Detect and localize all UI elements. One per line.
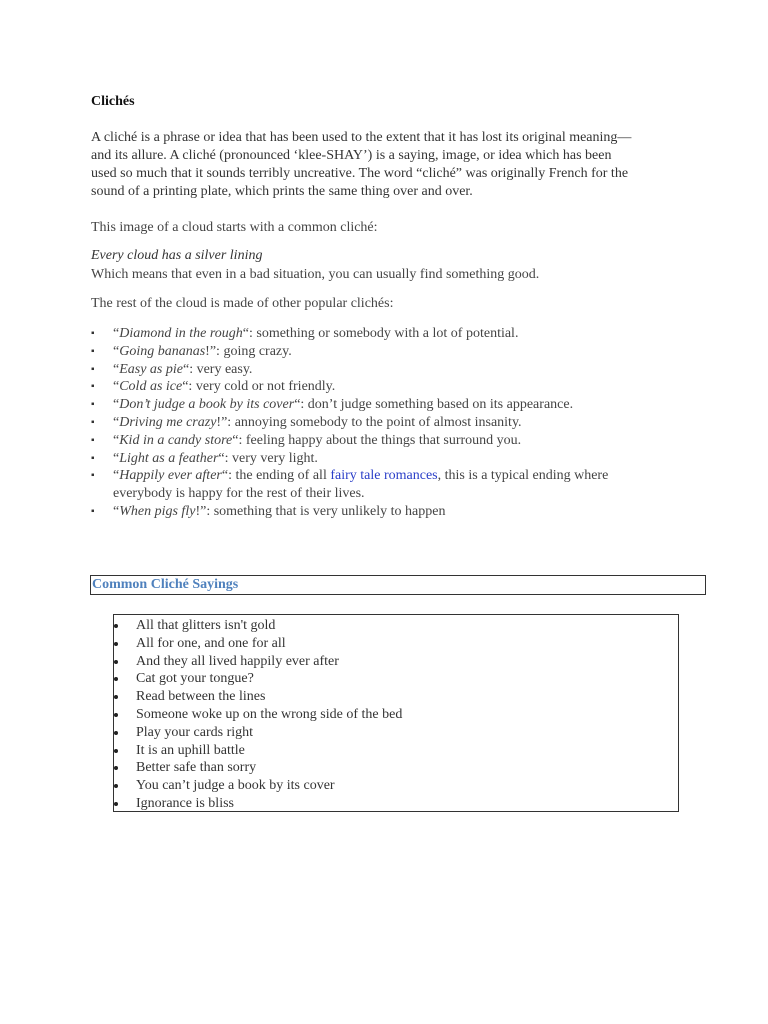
list-item	[91, 467, 671, 503]
section-title: Common Cliché Sayings	[92, 577, 239, 592]
intro-line: and its allure. A cliché (pronounced ‘klee-SHAY’) is a saying, image, or idea which has been	[91, 148, 612, 163]
square-bullet-icon: ▪	[91, 345, 95, 357]
main-meaning: Which means that even in a bad situation, you can usually find something good.	[91, 267, 540, 282]
saying-text: It is an uphill battle	[136, 742, 245, 758]
cliche-meaning: very very light.	[232, 450, 318, 466]
saying-text: Play your cards right	[136, 724, 254, 740]
list-item	[114, 635, 402, 653]
square-bullet-icon: ▪	[91, 328, 95, 339]
main-saying: Every cloud has a silver lining	[91, 248, 263, 263]
list-item	[91, 450, 671, 468]
close-quote: “:	[182, 379, 196, 395]
cliche-meaning: very easy.	[196, 361, 253, 377]
cliche-phrase: Easy as pie	[119, 361, 183, 377]
cliche-meaning: everybody is happy for the rest of their lives.	[113, 486, 365, 502]
cliche-meaning: the ending of all	[235, 468, 331, 484]
intro-line: sound of a printing plate, which prints the same thing over and over.	[91, 184, 473, 199]
saying-text: Cat got your tongue?	[136, 671, 254, 687]
square-bullet-icon: ▪	[91, 381, 95, 393]
bullet-dot-icon	[114, 695, 118, 699]
list-item	[91, 396, 671, 414]
cliche-meaning: going crazy.	[223, 343, 292, 359]
cliche-meaning: don’t judge something based on its appearance.	[307, 397, 574, 413]
list-item	[114, 653, 402, 671]
square-bullet-icon: ▪	[91, 399, 95, 411]
list-item	[91, 503, 671, 521]
saying-text: All for one, and one for all	[136, 635, 286, 651]
list-item	[114, 777, 402, 795]
cliche-phrase: Light as a feather	[119, 450, 219, 466]
list-item	[91, 325, 671, 343]
open-quote: “	[113, 414, 120, 430]
open-quote: “	[113, 397, 120, 413]
cloud-intro: This image of a cloud starts with a common cliché:	[91, 220, 378, 235]
saying-text: Better safe than sorry	[136, 760, 257, 776]
list-item	[91, 343, 671, 361]
list-item	[91, 414, 671, 432]
open-quote: “	[113, 468, 120, 484]
open-quote: “	[113, 432, 120, 448]
open-quote: “	[113, 503, 120, 519]
list-item	[114, 724, 402, 742]
list-item	[114, 688, 402, 706]
bullet-dot-icon	[114, 731, 118, 735]
bullet-dot-icon	[114, 713, 118, 717]
close-quote: “:	[182, 361, 197, 377]
cliche-meaning: , this is a typical ending where	[437, 468, 609, 484]
bullet-dot-icon	[114, 766, 118, 770]
bullet-dot-icon	[114, 660, 118, 664]
square-bullet-icon: ▪	[91, 416, 95, 428]
page-title: Clichés	[91, 94, 135, 109]
list-item	[114, 617, 402, 635]
intro-line: A cliché is a phrase or idea that has been used to the extent that it has lost its original meaning—	[91, 130, 632, 145]
fairy-tale-romances-link[interactable]: fairy tale romances	[330, 468, 438, 484]
close-quote: !”:	[195, 503, 214, 519]
square-bullet-icon: ▪	[91, 452, 95, 464]
sayings-box	[113, 614, 679, 812]
saying-text: All that glitters isn't gold	[136, 618, 276, 633]
bullet-dot-icon	[114, 642, 118, 646]
square-bullet-icon: ▪	[91, 434, 95, 446]
list-item	[114, 759, 402, 777]
square-bullet-icon: ▪	[91, 505, 95, 517]
section-header-box	[90, 575, 706, 595]
rest-intro: The rest of the cloud is made of other popular clichés:	[91, 296, 394, 311]
bullet-dot-icon	[114, 624, 118, 628]
bullet-dot-icon	[114, 784, 118, 788]
cliche-phrase: Kid in a candy store	[119, 432, 233, 448]
square-bullet-icon: ▪	[91, 470, 95, 482]
list-item	[91, 432, 671, 450]
close-quote: “:	[242, 326, 257, 341]
close-quote: “:	[232, 432, 246, 448]
intro-paragraph	[91, 129, 681, 201]
list-item	[91, 361, 671, 379]
cliche-meaning: something or somebody with a lot of potential.	[256, 326, 519, 341]
cliche-phrase: Going bananas	[119, 343, 206, 359]
close-quote: “:	[294, 397, 308, 413]
intro-line: used so much that it sounds terribly uncreative. The word “cliché” was originally French for the	[91, 166, 629, 181]
cliche-phrase: Diamond in the rough	[119, 326, 243, 341]
sayings-list	[114, 617, 402, 813]
saying-text: You can’t judge a book by its cover	[136, 778, 335, 794]
cliche-phrase: Cold as ice	[119, 379, 183, 395]
close-quote: !”:	[205, 343, 224, 359]
bullet-dot-icon	[114, 802, 118, 806]
cliche-meaning: feeling happy about the things that surround you.	[245, 432, 522, 448]
saying-text: Someone woke up on the wrong side of the bed	[136, 706, 403, 722]
open-quote: “	[113, 450, 120, 466]
open-quote: “	[113, 343, 120, 359]
cliche-meaning: very cold or not friendly.	[195, 379, 336, 395]
saying-text: Read between the lines	[136, 689, 266, 705]
close-quote: “:	[221, 468, 236, 484]
list-item	[114, 706, 402, 724]
close-quote: “:	[218, 450, 232, 466]
list-item	[114, 670, 402, 688]
open-quote: “	[113, 361, 120, 377]
bullet-dot-icon	[114, 677, 118, 681]
cliche-list	[91, 325, 671, 521]
square-bullet-icon: ▪	[91, 363, 95, 375]
cliche-phrase: Don’t judge a book by its cover	[119, 397, 295, 413]
cliche-meaning: annoying somebody to the point of almost insanity.	[234, 414, 522, 430]
cliche-phrase: Happily ever after	[119, 468, 222, 484]
cliche-meaning: something that is very unlikely to happen	[213, 503, 446, 519]
cliche-phrase: Driving me crazy	[119, 414, 217, 430]
open-quote: “	[113, 379, 120, 395]
bullet-dot-icon	[114, 749, 118, 753]
saying-text: And they all lived happily ever after	[136, 653, 339, 669]
list-item	[91, 378, 671, 396]
cliche-phrase: When pigs fly	[119, 503, 196, 519]
close-quote: !”:	[216, 414, 235, 430]
open-quote: “	[113, 326, 120, 341]
list-item	[114, 742, 402, 760]
list-item	[114, 795, 402, 813]
saying-text: Ignorance is bliss	[136, 795, 234, 811]
